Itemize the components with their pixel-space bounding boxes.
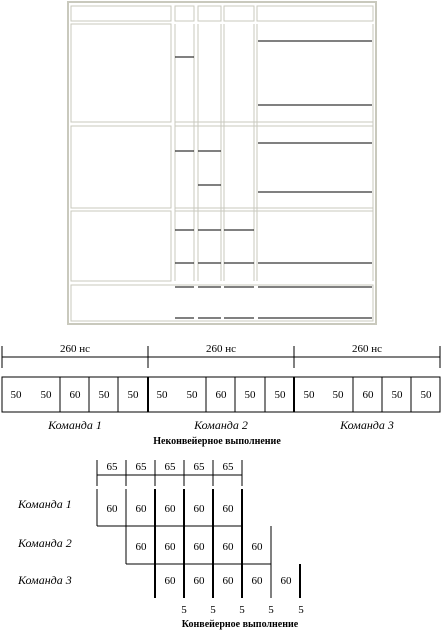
- interval-label: 260 нс: [59, 343, 91, 355]
- interval-label: 260 нс: [205, 343, 237, 355]
- stage-cell-value: 60: [164, 541, 176, 553]
- stage-value: 50: [420, 389, 432, 401]
- latch-delay-label: 5: [298, 604, 304, 616]
- command-label: Команда 3: [18, 573, 72, 587]
- stage-value: 50: [10, 389, 22, 401]
- stage-value: 50: [40, 389, 52, 401]
- stage-cell-value: 60: [193, 541, 205, 553]
- pipeline-row-2: [17, 526, 271, 564]
- command-label: Команда 2: [18, 536, 72, 550]
- stage-value: 50: [391, 389, 403, 401]
- stage-value: 50: [274, 389, 286, 401]
- stage-cell-value: 60: [164, 575, 176, 587]
- table-header-cell: [198, 6, 221, 21]
- stage-cell-value: 60: [222, 503, 234, 515]
- stage-cell-value: 60: [193, 575, 205, 587]
- table-row-cell: [71, 24, 171, 122]
- latch-delay-label: 5: [210, 604, 216, 616]
- table-header-cell: [224, 6, 254, 21]
- table-row-cell: [71, 285, 373, 321]
- stage-time-label: 65: [164, 461, 176, 473]
- stage-value: 60: [215, 389, 227, 401]
- stage-value: 50: [244, 389, 256, 401]
- nonpipelined-caption: Неконвейерное выполнение: [153, 436, 281, 447]
- stage-cell-value: 60: [280, 575, 292, 587]
- latch-delay-label: 5: [181, 604, 187, 616]
- stage-cell-value: 60: [222, 541, 234, 553]
- command-label: Команда 1: [48, 418, 102, 432]
- stage-cell-value: 60: [164, 503, 176, 515]
- table-outer-border: [68, 2, 376, 324]
- nonpipelined-diagram: [2, 343, 440, 447]
- table-row-cell: [71, 126, 171, 208]
- stage-value: 50: [127, 389, 139, 401]
- stage-time-label: 65: [222, 461, 234, 473]
- table-header-cell: [257, 6, 373, 21]
- stage-cell-value: 60: [222, 575, 234, 587]
- table-underlines: [175, 41, 372, 318]
- latch-delay-label: 5: [268, 604, 274, 616]
- latch-delay-label: 5: [239, 604, 245, 616]
- command-label: Команда 2: [194, 418, 248, 432]
- command-label: Команда 1: [18, 497, 72, 511]
- stage-cell-value: 60: [135, 503, 147, 515]
- stage-value: 50: [303, 389, 315, 401]
- stage-value: 50: [186, 389, 198, 401]
- pipelined-caption: Конвейерное выполнение: [181, 619, 299, 630]
- stage-time-label: 65: [193, 461, 205, 473]
- command-label: Команда 3: [340, 418, 394, 432]
- stage-time-label: 65: [106, 461, 118, 473]
- pipelined-diagram: [17, 460, 304, 630]
- stage-value: 60: [69, 389, 81, 401]
- stage-cell-value: 60: [251, 575, 263, 587]
- pipeline-row-1: [17, 489, 242, 526]
- stage-value: 50: [156, 389, 168, 401]
- stage-cell-value: 60: [135, 541, 147, 553]
- stage-cell-value: 60: [106, 503, 118, 515]
- stage-value: 50: [332, 389, 344, 401]
- stage-values: [11, 389, 433, 401]
- empty-table: [68, 2, 376, 324]
- table-header-cell: [175, 6, 194, 21]
- stage-cell-value: 60: [193, 503, 205, 515]
- stage-cell-value: 60: [251, 541, 263, 553]
- table-row-cell: [71, 211, 171, 281]
- stage-value: 60: [362, 389, 374, 401]
- bottom-labels: [181, 604, 304, 616]
- stage-value: 50: [98, 389, 110, 401]
- pipeline-row-3: [17, 564, 300, 598]
- stage-time-label: 65: [135, 461, 147, 473]
- table-header-cell: [71, 6, 171, 21]
- interval-label: 260 нс: [351, 343, 383, 355]
